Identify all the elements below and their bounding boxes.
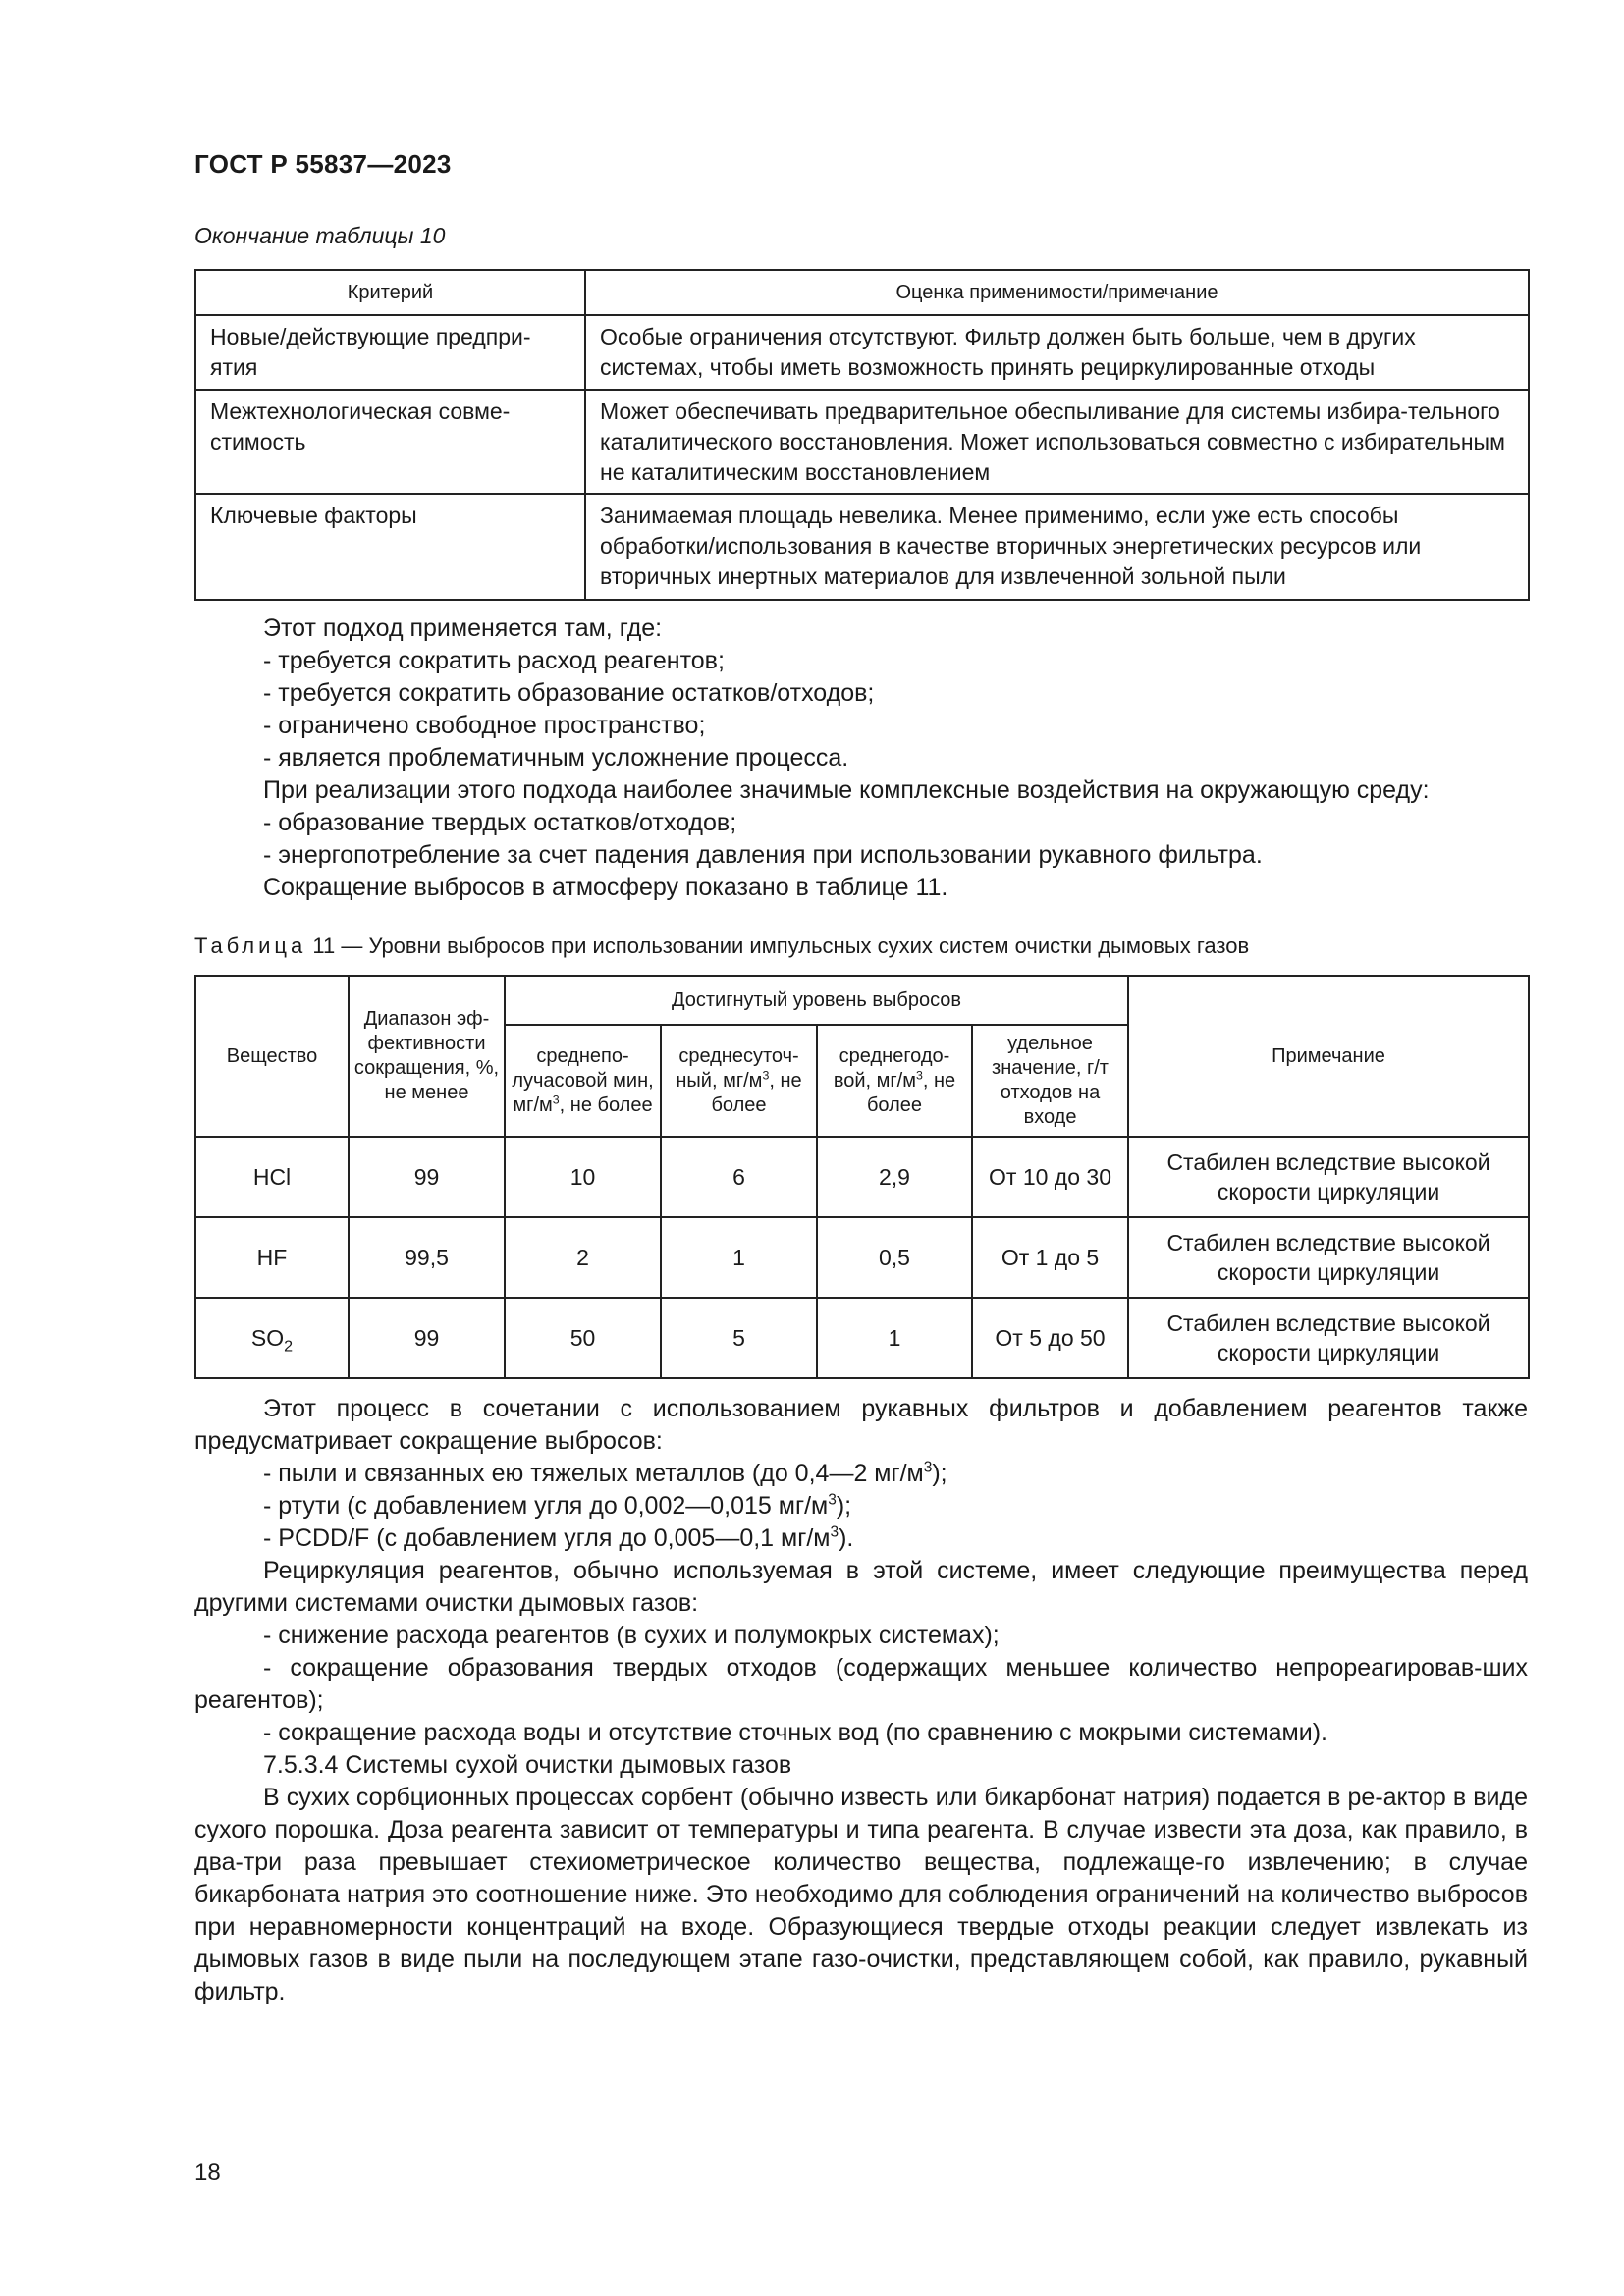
table-row	[195, 1298, 1529, 1378]
table11-header-row	[195, 976, 1529, 1025]
list-item: - является проблематичным усложнение процесса.	[263, 744, 849, 772]
table-row	[195, 1217, 1529, 1298]
list-item: - сокращение расхода воды и отсутствие сточных вод (по сравнению с мокрыми системами).	[263, 1719, 1327, 1746]
specific-cell: От 5 до 50	[972, 1298, 1128, 1378]
list-item: - требуется сократить образование остатков/отходов;	[263, 679, 875, 707]
list-item: - ртути (с добавлением угля до 0,002—0,015 $мг/м^3$);	[263, 1491, 852, 1520]
table10-caption: Окончание таблицы 10	[194, 223, 446, 248]
list-item: - сокращение образования твердых отходов (содержащих меньшее количество непрореагировав-ших реагентов);	[194, 1654, 1528, 1714]
section-process	[194, 1393, 1528, 2008]
range-cell: 99	[349, 1298, 505, 1378]
table-row	[195, 315, 1529, 390]
table11-caption-text: 11 — Уровни выбросов при использовании импульсных сухих систем очистки дымовых газов	[312, 934, 1250, 958]
table11-header-daily: среднесуточ-ный, $мг/м^3$, не более	[661, 1025, 817, 1137]
table10-criterion-cell: Новые/действующие предпри-ятия	[195, 315, 585, 390]
table11	[194, 975, 1530, 1379]
annual-cell: 0,5	[817, 1217, 972, 1298]
document-page	[194, 147, 1528, 2008]
table-row	[195, 1137, 1529, 1217]
paragraph: При реализации этого подхода наиболее значимые комплексные воздействия на окружающую среду:	[263, 776, 1430, 804]
list-item: - PCDD/F (с добавлением угля до 0,005—0,1 $мг/м^3$).	[263, 1523, 854, 1552]
paragraph: Этот процесс в сочетании с использованием рукавных фильтров и добавлением реагентов также предусматривает сокращение выбросов:	[194, 1395, 1528, 1455]
table10-header-criterion: Критерий	[195, 270, 585, 315]
halfhour-cell: 10	[505, 1137, 661, 1217]
annual-cell: 1	[817, 1298, 972, 1378]
section-applicability	[194, 613, 1528, 904]
paragraph: Сокращение выбросов в атмосферу показано в таблице 11.	[263, 874, 948, 901]
table11-header-annual: среднегодо-вой, $мг/м^3$, не более	[817, 1025, 972, 1137]
list-item: - ограничено свободное пространство;	[263, 712, 706, 739]
table11-header-achieved-level: Достигнутый уровень выбросов	[505, 976, 1128, 1025]
list-item: - образование твердых остатков/отходов;	[263, 809, 737, 836]
page-number: 18	[194, 2160, 221, 2186]
paragraph: Рециркуляция реагентов, обычно используемая в этой системе, имеет следующие преимущества перед другими системами очистки дымовых газов:	[194, 1557, 1528, 1617]
table10-header-note: Оценка применимости/примечание	[585, 270, 1529, 315]
list-item: - снижение расхода реагентов (в сухих и полумокрых системах);	[263, 1622, 1000, 1649]
table10-header-row	[195, 270, 1529, 315]
paragraph: В сухих сорбционных процессах сорбент (обычно известь или бикарбонат натрия) подается в ре-актор в виде сухого порошка. Доза реагента зависит от температуры и типа реагента. В случае извести эта доза, как правило, в два-три раза превышает стехиометрическое количество вещества, подлежаще-го извлечению; в случае бикарбоната натрия это соотношение ниже. Это необходимо для соблюдения ограничений на количество выбросов при неравномерности концентраций на входе. Образующиеся твердые отходы реакции следует извлекать из дымовых газов в виде пыли на последующем этапе газо-очистки, представляющем собой, как правило, рукавный фильтр.	[194, 1784, 1528, 2005]
paragraph: Этот подход применяется там, где:	[263, 614, 663, 642]
list-item: - требуется сократить расход реагентов;	[263, 647, 725, 674]
range-cell: 99,5	[349, 1217, 505, 1298]
document-title: ГОСТ Р 55837—2023	[194, 149, 452, 179]
table11-header-halfhour: среднепо-лучасовой мин, $мг/м^3$, не более	[505, 1025, 661, 1137]
daily-cell: 6	[661, 1137, 817, 1217]
table10-criterion-cell: Межтехнологическая совме-стимость	[195, 390, 585, 494]
section-heading: 7.5.3.4 Системы сухой очистки дымовых газов	[263, 1751, 792, 1779]
table11-caption-label: Таблица	[194, 934, 307, 958]
table11-header-range: Диапазон эф-фективности сокращения, %, не менее	[349, 976, 505, 1137]
halfhour-cell: 50	[505, 1298, 661, 1378]
list-item: - энергопотребление за счет падения давления при использовании рукавного фильтра.	[263, 841, 1263, 869]
table10-note-cell: Занимаемая площадь невелика. Менее применимо, если уже есть способы обработки/использования в качестве вторичных энергетических ресурсов или вторичных инертных материалов для извлеченной зольной пыли	[585, 494, 1529, 600]
table10	[194, 269, 1530, 601]
substance-cell: HCl	[195, 1137, 349, 1217]
daily-cell: 1	[661, 1217, 817, 1298]
annual-cell: 2,9	[817, 1137, 972, 1217]
list-item: - пыли и связанных ею тяжелых металлов (до 0,4—2 $мг/м^3$);	[263, 1459, 947, 1487]
table11-header-specific: удельное значение, г/т отходов на входе	[972, 1025, 1128, 1137]
table11-header-substance: Вещество	[195, 976, 349, 1137]
table10-note-cell: Особые ограничения отсутствуют. Фильтр должен быть больше, чем в других системах, чтобы иметь возможность принять рециркулированные отходы	[585, 315, 1529, 390]
table-row	[195, 494, 1529, 600]
table-row	[195, 390, 1529, 494]
table11-caption	[194, 934, 1528, 959]
table11-header-note: Примечание	[1128, 976, 1529, 1137]
specific-cell: От 10 до 30	[972, 1137, 1128, 1217]
note-cell: Стабилен вследствие высокой скорости циркуляции	[1128, 1137, 1529, 1217]
note-cell: Стабилен вследствие высокой скорости циркуляции	[1128, 1217, 1529, 1298]
substance-cell: $SO_2$	[195, 1298, 349, 1378]
substance-cell: HF	[195, 1217, 349, 1298]
daily-cell: 5	[661, 1298, 817, 1378]
halfhour-cell: 2	[505, 1217, 661, 1298]
specific-cell: От 1 до 5	[972, 1217, 1128, 1298]
table10-criterion-cell: Ключевые факторы	[195, 494, 585, 600]
range-cell: 99	[349, 1137, 505, 1217]
table10-note-cell: Может обеспечивать предварительное обеспыливание для системы избира-тельного каталитического восстановления. Может использоваться совместно с избирательным не каталитическим восстановлением	[585, 390, 1529, 494]
note-cell: Стабилен вследствие высокой скорости циркуляции	[1128, 1298, 1529, 1378]
